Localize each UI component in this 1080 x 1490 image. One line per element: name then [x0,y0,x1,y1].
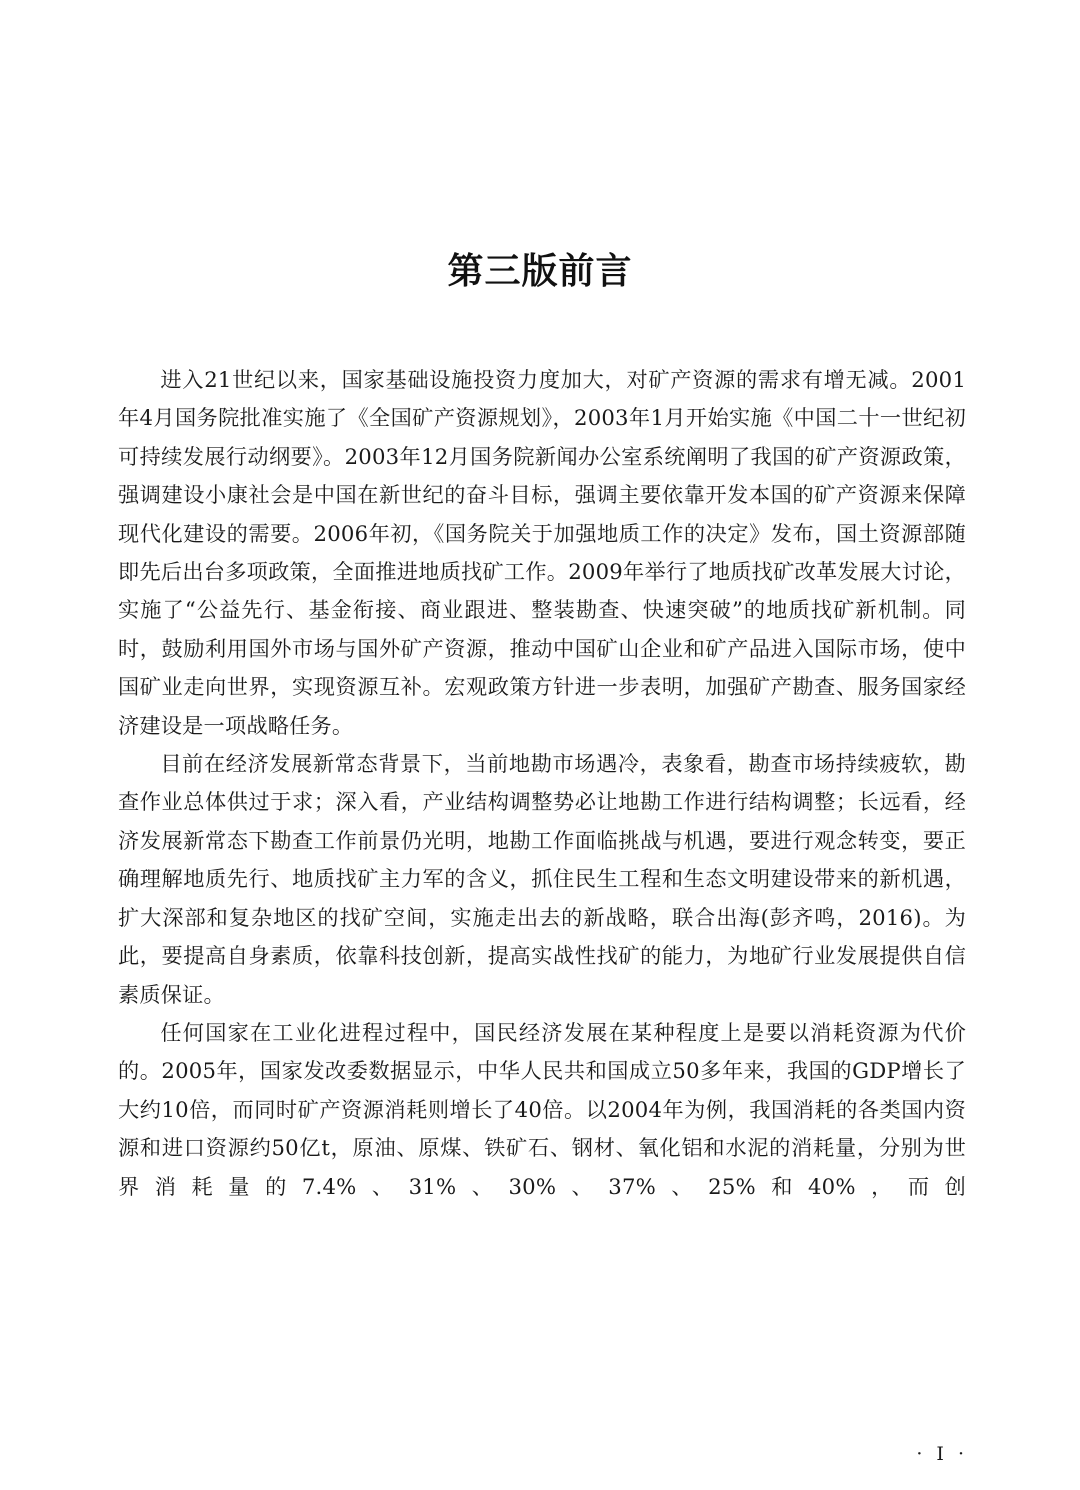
paragraph-3: 任何国家在工业化进程过程中，国民经济发展在某种程度上是要以消耗资源为代价的。2005年，国家发改委数据显示，中华人民共和国成立50多年来，我国的GDP增长了大约10倍，而同时矿产资源消耗则增长了40倍。以2004年为例，我国消耗的各类国内资源和进口资源约50亿t，原油、原煤、铁矿石、钢材、氧化铝和水泥的消耗量，分别为世界消耗量的7.4%、31%、30%、37%、25%和40%，而创 [118,1019,966,1199]
preface-body [118,361,966,1206]
page-title: 第三版前言 [447,251,633,292]
paragraph-1: 进入21世纪以来，国家基础设施投资力度加大，对矿产资源的需求有增无减。2001年4月国务院批准实施了《全国矿产资源规划》，2003年1月开始实施《中国二十一世纪初可持续发展行动纲要》。2003年12月国务院新闻办公室系统阐明了我国的矿产资源政策，强调建设小康社会是中国在新世纪的奋斗目标，强调主要依靠开发本国的矿产资源来保障现代化建设的需要。2006年初，《国务院关于加强地质工作的决定》发布，国土资源部随即先后出台多项政策，全面推进地质找矿工作。2009年举行了地质找矿改革发展大讨论，实施了“公益先行、基金衔接、商业跟进、整装勘查、快速突破”的地质找矿新机制。同时，鼓励利用国外市场与国外矿产资源，推动中国矿山企业和矿产品进入国际市场，使中国矿业走向世界，实现资源互补。宏观政策方针进一步表明，加强矿产勘查、服务国家经济建设是一项战略任务。 [118,367,966,738]
paragraph-2: 目前在经济发展新常态背景下，当前地勘市场遇冷，表象看，勘查市场持续疲软，勘查作业总体供过于求；深入看，产业结构调整势必让地勘工作进行结构调整；长远看，经济发展新常态下勘查工作前景仍光明，地勘工作面临挑战与机遇，要进行观念转变，要正确理解地质先行、地质找矿主力军的含义，抓住民生工程和生态文明建设带来的新机遇，扩大深部和复杂地区的找矿空间，实施走出去的新战略，联合出海(彭齐鸣，2016)。为此，要提高自身素质，依靠科技创新，提高实战性找矿的能力，为地矿行业发展提供自信素质保证。 [118,751,966,1007]
page-number: · I · [916,1443,968,1465]
